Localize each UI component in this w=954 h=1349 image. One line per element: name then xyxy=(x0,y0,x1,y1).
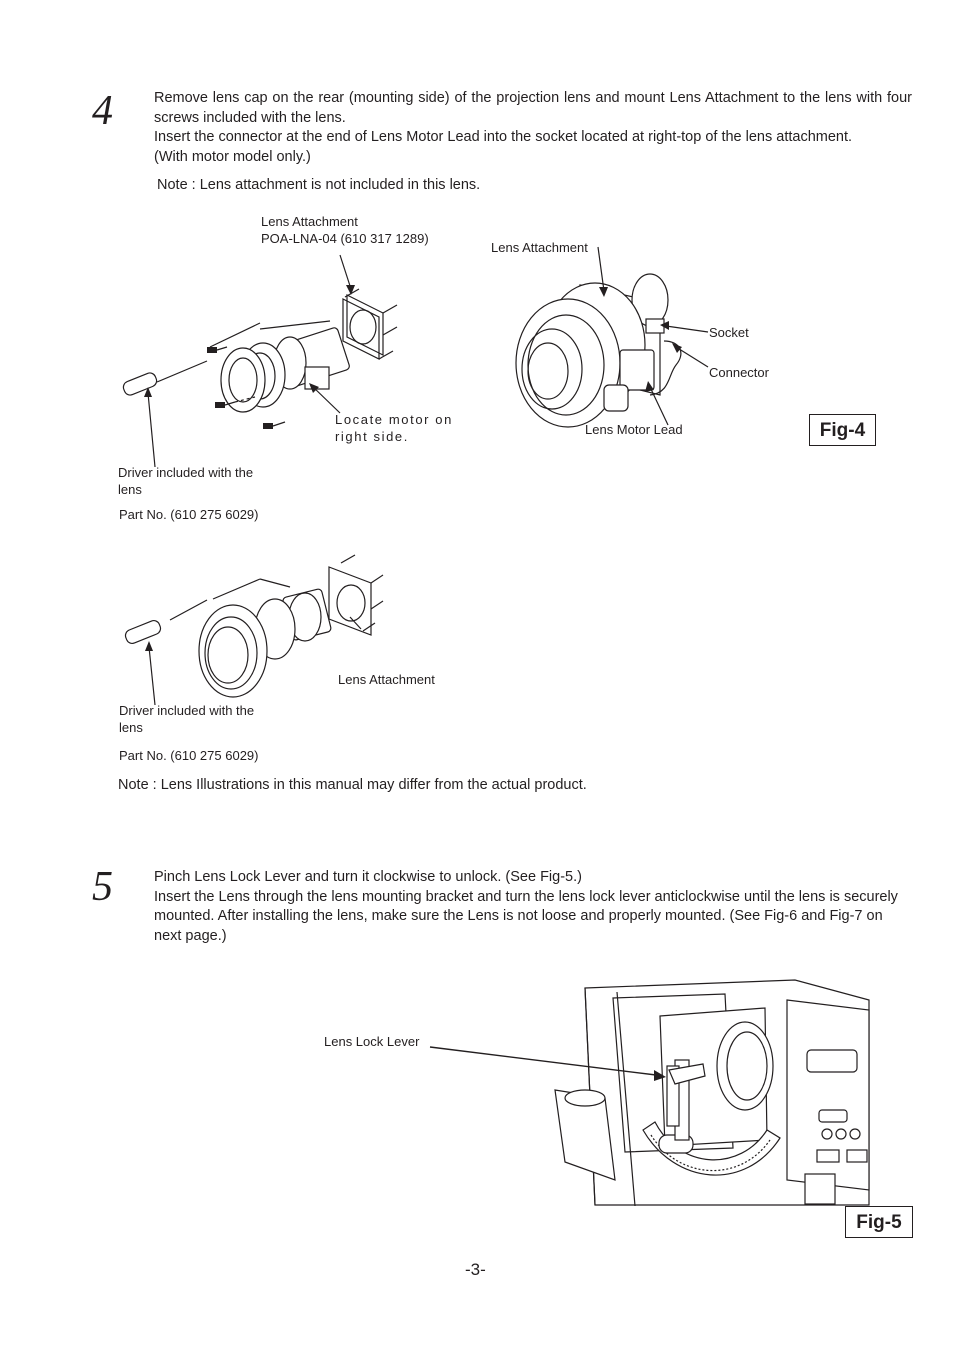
step-4-note: Note : Lens attachment is not included in this lens. xyxy=(157,177,481,193)
step-4-line-2: Insert the connector at the end of Lens Motor Lead into the socket located at right-top of the lens attachment. (With motor model only.) xyxy=(154,129,853,165)
fig-4-label: Fig-4 xyxy=(809,414,876,446)
illustration-note: Note : Lens Illustrations in this manual may differ from the actual product. xyxy=(118,777,587,793)
page-number: -3- xyxy=(465,1260,486,1279)
step-4-instructions xyxy=(154,89,912,167)
attachment-label-bottom: Lens Attachment xyxy=(338,672,435,687)
attachment-label: Lens Attachment xyxy=(261,214,358,229)
lever-callout-line xyxy=(430,1040,670,1090)
lens-lock-lever-label: Lens Lock Lever xyxy=(324,1034,420,1049)
step-4-line-1: Remove lens cap on the rear (mounting side) of the projection lens and mount Lens Attachment to the lens with four screws included with the lens. xyxy=(154,90,912,126)
step-4-number: 4 xyxy=(92,88,113,134)
step-5-line-2: Insert the Lens through the lens mounting bracket and turn the lens lock lever anticlockwise until the lens is securely mounted. After installing the lens, make sure the Lens is not loose and properly mounted. (See Fig-6 and Fig-7 on next page.) xyxy=(154,888,898,944)
motor-lead-label: Lens Motor Lead xyxy=(585,422,683,437)
socket-label: Socket xyxy=(709,325,749,340)
step-5-instructions xyxy=(154,868,912,946)
driver-part-number-bottom: Part No. (610 275 6029) xyxy=(119,748,259,763)
fig-5-label: Fig-5 xyxy=(845,1206,913,1238)
attachment-label-right: Lens Attachment xyxy=(491,240,588,255)
driver-label-bottom: Driver included with the lens xyxy=(119,703,255,735)
lens-motor-connection-illustration xyxy=(500,255,720,430)
driver-part-number: Part No. (610 275 6029) xyxy=(119,507,259,522)
projector-lens-mount-illustration xyxy=(555,980,870,1210)
motor-location-note: Locate motor on right side. xyxy=(335,412,453,444)
attachment-part-number: POA-LNA-04 (610 317 1289) xyxy=(261,231,429,246)
step-5-number: 5 xyxy=(92,864,113,910)
driver-label: Driver included with the lens xyxy=(118,465,254,497)
step-5-line-1: Pinch Lens Lock Lever and turn it clockwise to unlock. (See Fig-5.) xyxy=(154,869,582,885)
connector-label: Connector xyxy=(709,365,769,380)
